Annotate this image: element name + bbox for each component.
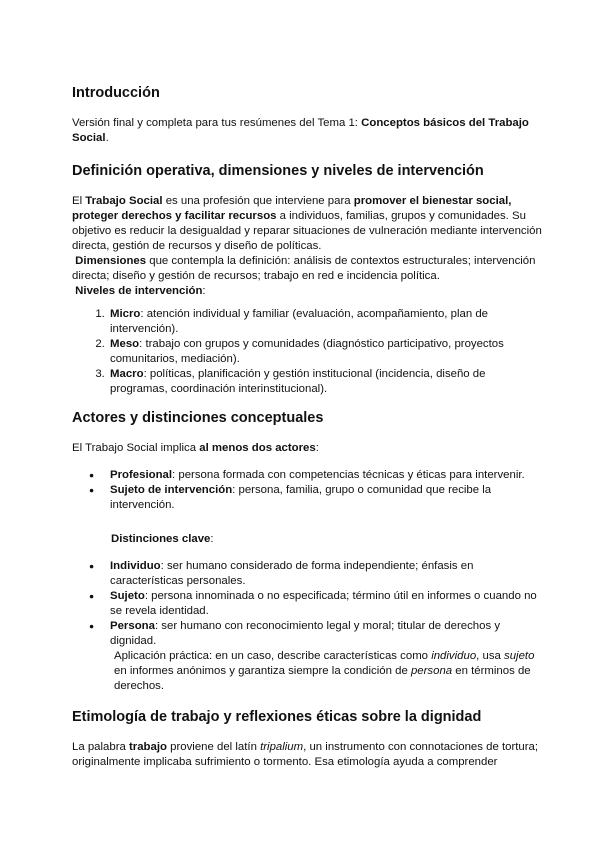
level-item: [108, 337, 544, 367]
distinction-name: Individuo: [110, 560, 161, 572]
distinctions-list: [72, 559, 544, 694]
level-text: : atención individual y familiar (evaluación, acompañamiento, plan de intervención).: [110, 308, 489, 335]
intro-text: Versión final y completa para tus resúmenes del Tema 1:: [72, 117, 362, 129]
level-name: Micro: [110, 308, 141, 320]
level-text: : políticas, planificación y gestión institucional (incidencia, diseño de programas, coordinación interinstitucional).: [110, 368, 486, 395]
levels-label: Niveles de intervención: [75, 285, 203, 297]
ety-bold-trabajo: trabajo: [129, 741, 167, 753]
actor-name: Sujeto de intervención: [110, 484, 233, 496]
dimensions-paragraph: [72, 254, 544, 284]
app-text-a: Aplicación práctica: en un caso, describe características como: [114, 650, 432, 662]
levels-colon: :: [202, 285, 206, 297]
app-text-g: en términos de derechos.: [114, 665, 531, 692]
dimensions-label: Dimensiones: [75, 255, 147, 267]
levels-paragraph: [72, 284, 544, 299]
actors-heading: Actores y distinciones conceptuales: [72, 410, 324, 426]
etymology-paragraph: [72, 740, 544, 770]
intro-bold: Conceptos básicos del Trabajo Social: [72, 117, 529, 144]
actor-text: : persona formada con competencias técnicas y éticas para intervenir.: [172, 469, 525, 481]
definition-heading: Definición operativa, dimensiones y niveles de intervención: [72, 163, 484, 179]
practical-application: [110, 649, 544, 694]
app-italic-persona: persona: [410, 665, 453, 677]
levels-list: [72, 307, 544, 397]
dimensions-text: que contempla la definición: análisis de contextos estructurales; intervención directa; diseño y gestión de recursos; trabajo en red e incidencia política.: [72, 255, 536, 282]
distinction-name: Sujeto: [110, 590, 145, 602]
actor-text: : persona, familia, grupo o comunidad que recibe la intervención.: [110, 484, 492, 511]
actor-name: Profesional: [110, 469, 173, 481]
def-text-e: a individuos, familias, grupos y comunidades. Su objetivo es reducir la desigualdad y reparar situaciones de vulneración mediante intervención directa, gestión de recursos y diseño de políticas.: [72, 210, 542, 252]
list-item: [108, 619, 544, 694]
level-name: Macro: [110, 368, 144, 380]
intro-heading: Introducción: [72, 85, 160, 101]
distinction-name: Persona: [110, 620, 155, 632]
list-item: [108, 468, 544, 483]
etymology-heading: Etimología de trabajo y reflexiones éticas sobre la dignidad: [72, 709, 482, 725]
ety-text-c: proviene del latín: [166, 741, 261, 753]
intro-end: .: [105, 132, 109, 144]
level-name: Meso: [110, 338, 140, 350]
distinction-text: : ser humano considerado de forma independiente; énfasis en características personales.: [110, 560, 474, 587]
def-bold-goals: promover el bienestar social, proteger derechos y facilitar recursos: [72, 195, 512, 222]
actors-intro-colon: :: [315, 442, 319, 454]
app-italic-individuo: individuo: [431, 650, 477, 662]
actors-intro: [72, 441, 544, 456]
definition-paragraph: [72, 194, 544, 254]
distinctions-colon: :: [210, 533, 214, 545]
list-item: [108, 483, 544, 513]
def-bold-ts: Trabajo Social: [85, 195, 163, 207]
ety-text-e: , un instrumento con connotaciones de tortura; originalmente implicaba sufrimiento o tormento. Esa etimología ayuda a comprender: [72, 741, 539, 768]
def-text-c: es una profesión que interviene para: [162, 195, 354, 207]
distinction-text: : persona innominada o no especificada; término útil en informes o cuando no se revela identidad.: [110, 590, 537, 617]
list-item: [108, 559, 544, 589]
distinction-text: : ser humano con reconocimiento legal y moral; titular de derechos y dignidad.: [110, 620, 501, 647]
def-text-a: El: [72, 195, 86, 207]
app-italic-sujeto: sujeto: [504, 650, 535, 662]
ety-italic-tripalium: tripalium: [260, 741, 304, 753]
app-text-e: en informes anónimos y garantiza siempre la condición de: [114, 665, 411, 677]
app-text-c: , usa: [476, 650, 505, 662]
intro-paragraph: [72, 116, 544, 146]
actors-intro-a: El Trabajo Social implica: [72, 442, 200, 454]
actors-intro-bold: al menos dos actores: [199, 442, 316, 454]
actors-list: [72, 468, 544, 513]
level-item: [108, 367, 544, 397]
level-text: : trabajo con grupos y comunidades (diagnóstico participativo, proyectos comunitarios, mediación).: [110, 338, 504, 365]
level-item: [108, 307, 544, 337]
list-item: [108, 589, 544, 619]
distinctions-label: Distinciones clave: [111, 533, 211, 545]
distinctions-label-line: [72, 532, 544, 547]
ety-text-a: La palabra: [72, 741, 129, 753]
